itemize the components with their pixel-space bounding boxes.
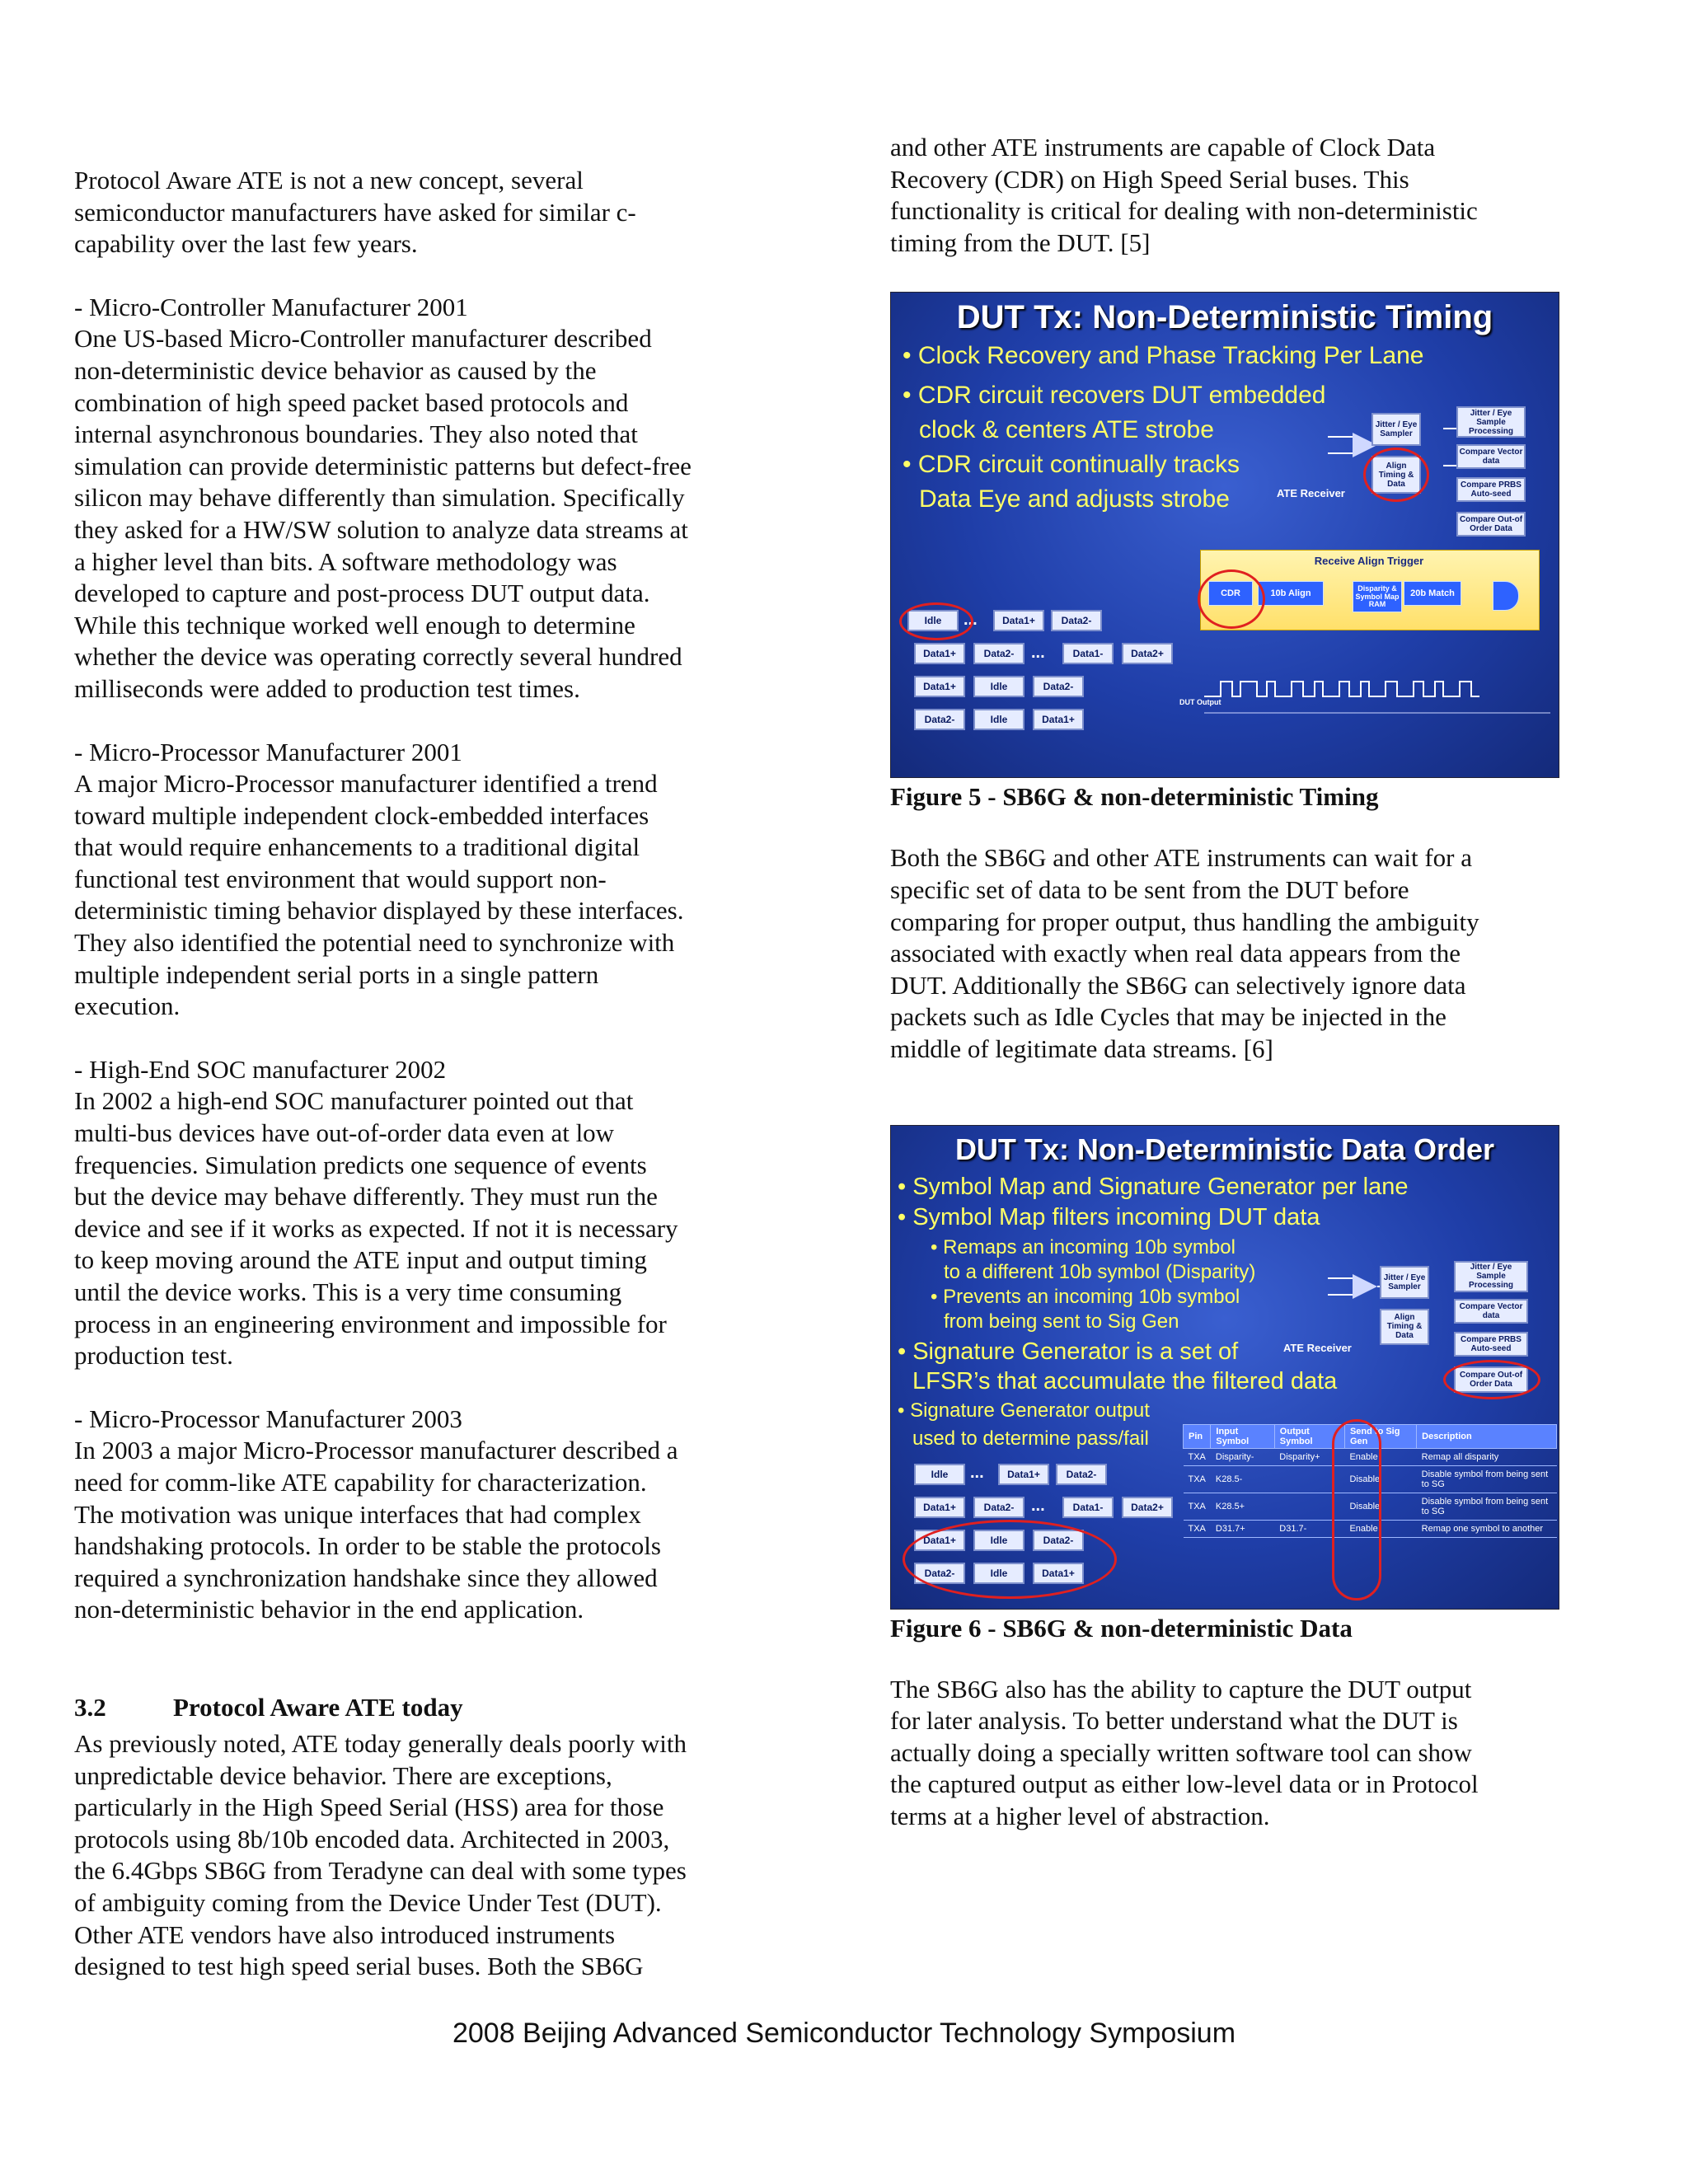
f5-row4-idle: Idle	[973, 709, 1025, 730]
f6-row2-data2p: Data2+	[1122, 1497, 1173, 1518]
compare-vector-box: Compare Vector data	[1456, 444, 1526, 469]
col-pin: Pin	[1184, 1424, 1211, 1448]
f5-row2-data2m: Data2-	[973, 643, 1025, 664]
cell: TXA	[1184, 1520, 1211, 1537]
jitter-eye-sampler-box: Jitter / Eye Sampler	[1372, 413, 1421, 446]
compare-vector-box-2: Compare Vector data	[1454, 1299, 1528, 1324]
section-title: Protocol Aware ATE today	[173, 1692, 463, 1722]
f5-row2-ellipsis: ...	[1031, 644, 1045, 663]
jitter-eye-sampler-box-2: Jitter / Eye Sampler	[1380, 1266, 1429, 1299]
cell: Disparity-	[1211, 1448, 1274, 1465]
out-of-order-highlight-ring	[1443, 1360, 1540, 1399]
20b-match-box: 20b Match	[1404, 581, 1461, 606]
paragraph-intro: Protocol Aware ATE is not a new concept, several semiconductor manufacturers have asked for similar c- capability over the last few years.	[74, 166, 636, 259]
figure-6-bullet-3: • Signature Generator is a set of	[898, 1338, 1239, 1365]
f5-row2-data1m: Data1-	[1062, 643, 1114, 664]
10b-align-box: 10b Align	[1258, 581, 1324, 606]
f6-row4-data2m: Data2-	[914, 1563, 965, 1584]
paragraph-microprocessor-2003: - Micro-Processor Manufacturer 2003 In 2003 a major Micro-Processor manufacturer described a need for comm-like ATE capability for characterization. The motivation was unique interfaces that had complex handshaking protocols. In order to be stable the protocols required a synchronization handshake since they allowed non-deterministic behavior in the end application.	[74, 1404, 678, 1624]
ate-receiver-label-2: ATE Receiver	[1283, 1341, 1352, 1354]
f5-row4-data2m: Data2-	[914, 709, 965, 730]
figure-5-bullet-3b: Data Eye and adjusts strobe	[919, 485, 1230, 513]
f6-row1-idle: Idle	[914, 1464, 965, 1485]
f6-row3-data1p: Data1+	[914, 1530, 965, 1551]
page-footer: 2008 Beijing Advanced Semiconductor Technology Symposium	[452, 2018, 1236, 2049]
f6-row3-idle: Idle	[973, 1530, 1025, 1551]
compare-out-of-order-box: Compare Out-of Order Data	[1456, 512, 1526, 537]
paragraph-microcontroller-2001: - Micro-Controller Manufacturer 2001 One US-based Micro-Controller manufacturer described non-deterministic device behavior as caused by the combination of high speed packet based protocols and internal asynchronous boundaries. They also noted that simulation can provide deterministic patterns but defect-free silicon may behave differently than simulation. Specifically they asked for a HW/SW solution to analyze data streams at a higher level than bits. A software methodology was developed to capture and post-process DUT output data. While this technique worked well enough to determine whether the device was operating correctly several hundred milliseconds were added to production test times.	[74, 292, 692, 703]
ate-receiver-label: ATE Receiver	[1277, 487, 1345, 500]
figure-6-bullet-2b: • Prevents an incoming 10b symbol	[931, 1285, 1240, 1308]
send-to-sig-gen-highlight-ring	[1332, 1419, 1381, 1601]
f6-row1-ellipsis: ...	[970, 1463, 984, 1482]
figure-6-bullet-2a: • Remaps an incoming 10b symbol	[931, 1235, 1236, 1258]
cell: Disable	[1344, 1465, 1416, 1493]
figure-5-bullet-1: • Clock Recovery and Phase Tracking Per Lane	[903, 342, 1424, 370]
f6-row1-data1p: Data1+	[998, 1464, 1049, 1485]
left-column	[74, 165, 750, 1983]
f5-row1-data2m: Data2-	[1051, 610, 1102, 631]
figure-6-bullet-4b: used to determine pass/fail	[912, 1427, 1149, 1450]
f6-row2-data1p: Data1+	[914, 1497, 965, 1518]
cell: Disable symbol from being sent to SG	[1417, 1465, 1557, 1493]
cell: K28.5+	[1211, 1493, 1274, 1520]
dut-output-label: DUT Output	[1179, 698, 1221, 707]
figure-6-bullet-2: • Symbol Map filters incoming DUT data	[898, 1203, 1320, 1230]
cdr-highlight-ring	[1198, 569, 1265, 629]
cell: TXA	[1184, 1493, 1211, 1520]
f5-row3-idle: Idle	[973, 676, 1025, 697]
dut-output-waveform	[1204, 672, 1550, 738]
f6-row3-data2m: Data2-	[1033, 1530, 1084, 1551]
f6-row2-data2m: Data2-	[973, 1497, 1025, 1518]
cell: K28.5-	[1211, 1465, 1274, 1493]
f5-row2-data1p: Data1+	[914, 643, 965, 664]
figure-5-bullet-2: • CDR circuit recovers DUT embedded	[903, 382, 1326, 410]
jitter-processing-box-2: Jitter / Eye Sample Processing	[1454, 1261, 1528, 1292]
cell: Disparity+	[1274, 1448, 1344, 1465]
f5-row1-data1p: Data1+	[993, 610, 1044, 631]
col-description: Description	[1417, 1424, 1557, 1448]
idle-highlight-ring	[899, 602, 973, 640]
compare-prbs-box-2: Compare PRBS Auto-seed	[1454, 1332, 1528, 1357]
figure-6-slide	[890, 1125, 1559, 1610]
figure-6-bullet-1: • Symbol Map and Signature Generator per lane	[898, 1173, 1409, 1200]
cell: Disable symbol from being sent to SG	[1417, 1493, 1557, 1520]
cell: TXA	[1184, 1465, 1211, 1493]
cell: Enable	[1344, 1448, 1416, 1465]
align-timing-box: Align Timing & Data	[1372, 456, 1421, 494]
cell: D31.7-	[1274, 1520, 1344, 1537]
f6-row4-idle: Idle	[973, 1563, 1025, 1584]
col-send-to-sig-gen: Send to Sig Gen	[1344, 1424, 1416, 1448]
align-timing-box-2: Align Timing & Data	[1380, 1309, 1429, 1345]
paragraph-soc-2002: - High-End SOC manufacturer 2002 In 2002 a high-end SOC manufacturer pointed out that multi-bus devices have out-of-order data even at low frequencies. Simulation predicts one sequence of events but the device may behave differently. They must run the device and see if it works as expected. If not it is necessary to keep moving around the ATE input and output timing until the device works. This is a very time consuming process in an engineering environment and impossible for production test.	[74, 1054, 678, 1371]
col-output-symbol: Output Symbol	[1274, 1424, 1344, 1448]
figure-6-bullet-4: • Signature Generator output	[898, 1399, 1150, 1422]
figure-5-bullet-3: • CDR circuit continually tracks	[903, 451, 1240, 479]
paragraph-ate-today: As previously noted, ATE today generally deals poorly with unpredictable device behavior. There are exceptions, particularly in the High Speed Serial (HSS) area for those protocols using 8b/10b encoded data. Architected in 2003, the 6.4Gbps SB6G from Teradyne can deal with some types of ambiguity coming from the Device Under Test (DUT). Other ATE vendors have also introduced instruments designed to test high speed serial buses. Both the SB6G	[74, 1728, 687, 1981]
figure-6-bullet-2a-cont: to a different 10b symbol (Disparity)	[944, 1260, 1256, 1283]
right-column	[890, 132, 1566, 1833]
align-highlight-ring	[1363, 448, 1429, 502]
disparity-symbol-map-box: Disparity & Symbol Map RAM	[1353, 581, 1402, 612]
f5-row2-data2p: Data2+	[1122, 643, 1173, 664]
f6-row1-data2m: Data2-	[1056, 1464, 1107, 1485]
jitter-processing-box: Jitter / Eye Sample Processing	[1456, 406, 1526, 438]
cdr-box: CDR	[1208, 581, 1253, 606]
f5-row1-idle: Idle	[907, 610, 959, 631]
paragraph-capture: The SB6G also has the ability to capture the DUT output for later analysis. To better understand what the DUT is actually doing a specially written software tool can show the captured output as either low-level data or in Protocol terms at a higher level of abstraction.	[890, 1674, 1479, 1830]
f5-row1-ellipsis: ...	[964, 611, 978, 630]
cell: Remap all disparity	[1417, 1448, 1557, 1465]
data-rows-highlight-ring	[903, 1520, 1117, 1599]
f6-row4-data1p: Data1+	[1033, 1563, 1084, 1584]
f5-row3-data1p: Data1+	[914, 676, 965, 697]
figure-5-bullet-2b: clock & centers ATE strobe	[919, 416, 1214, 444]
figure-6-title: DUT Tx: Non-Deterministic Data Order	[954, 1132, 1495, 1166]
section-number: 3.2	[74, 1692, 106, 1722]
compare-prbs-box: Compare PRBS Auto-seed	[1456, 477, 1526, 502]
col-input-symbol: Input Symbol	[1211, 1424, 1274, 1448]
paragraph-microprocessor-2001: - Micro-Processor Manufacturer 2001 A major Micro-Processor manufacturer identified a trend toward multiple independent clock-embedded interfaces that would require enhancements to a traditional digital functional test environment that would support non- deterministic timing behavior displayed by these interfaces. They also identified the potential need to synchronize with multiple independent serial ports in a single pattern execution.	[74, 737, 684, 1021]
cell: TXA	[1184, 1448, 1211, 1465]
receive-align-trigger-title: Receive Align Trigger	[1314, 555, 1424, 568]
cell: Enable	[1344, 1520, 1416, 1537]
compare-out-of-order-box-2: Compare Out-of Order Data	[1454, 1366, 1528, 1393]
figure-5-caption: Figure 5 - SB6G & non-deterministic Timing	[890, 782, 1379, 812]
f6-row2-ellipsis: ...	[1031, 1496, 1045, 1515]
cell: D31.7+	[1211, 1520, 1274, 1537]
cell: Remap one symbol to another	[1417, 1520, 1557, 1537]
paragraph-cdr: and other ATE instruments are capable of Clock Data Recovery (CDR) on High Speed Serial buses. This functionality is critical for dealing with non-deterministic timing from the DUT. [5]	[890, 133, 1478, 257]
cell: Disable	[1344, 1493, 1416, 1520]
figure-6-caption: Figure 6 - SB6G & non-deterministic Data	[890, 1613, 1353, 1643]
f6-row2-data1m: Data1-	[1062, 1497, 1114, 1518]
figure-5-title: DUT Tx: Non-Deterministic Timing	[956, 299, 1493, 336]
figure-5-slide	[890, 292, 1559, 778]
figure-6-bullet-2b-cont: from being sent to Sig Gen	[944, 1310, 1179, 1333]
f5-row3-data2m: Data2-	[1033, 676, 1084, 697]
paragraph-wait-data: Both the SB6G and other ATE instruments can wait for a specific set of data to be sent from the DUT before comparing for proper output, thus handling the ambiguity associated with exactly when real data appears from the DUT. Additionally the SB6G can selectively ignore data packets such as Idle Cycles that may be injected in the middle of legitimate data streams. [6]	[890, 843, 1479, 1063]
section-heading	[74, 1692, 750, 1723]
figure-6-bullet-3b: LFSR’s that accumulate the filtered data	[912, 1367, 1338, 1394]
f5-row4-data1p: Data1+	[1033, 709, 1084, 730]
